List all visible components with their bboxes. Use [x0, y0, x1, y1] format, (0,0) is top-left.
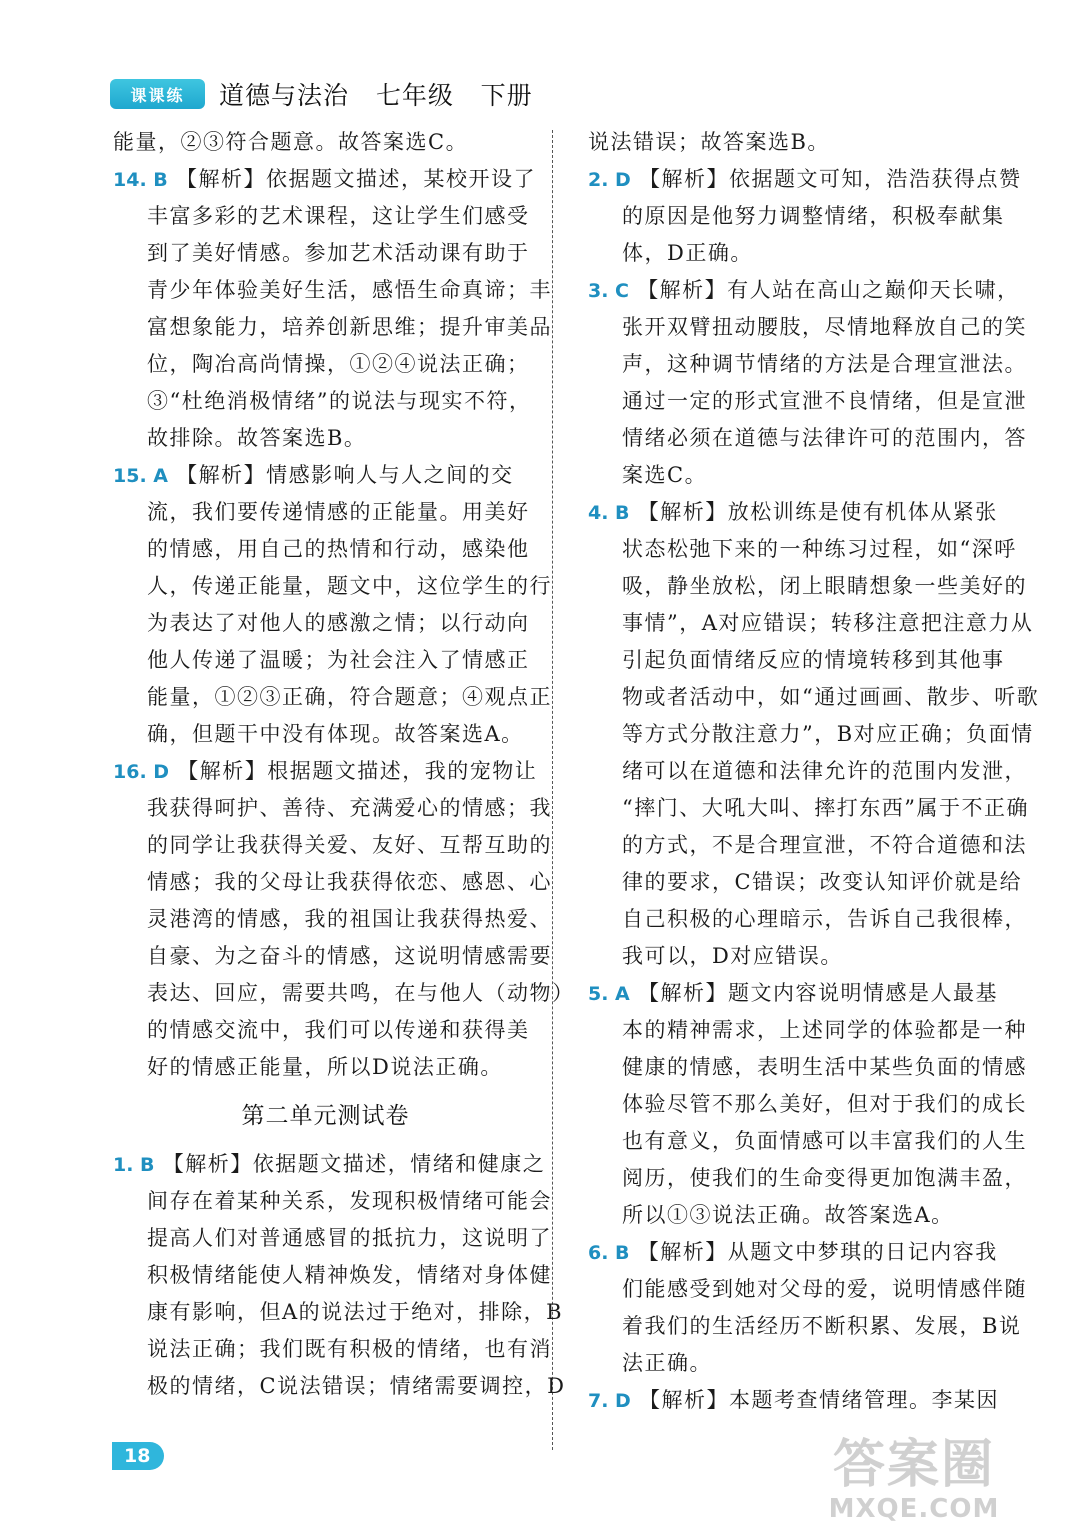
answer-text: 的情感，用自己的热情和行动，感染他	[147, 537, 530, 561]
answer-line	[588, 938, 980, 975]
answer-text: 们能感受到她对父母的爱，说明情感伴随	[622, 1277, 1027, 1301]
answer-text: 积极情绪能使人精神焕发，情绪对身体健	[147, 1263, 552, 1287]
answer-text: 所以①③说法正确。故答案选A。	[622, 1203, 954, 1227]
answer-line	[113, 1049, 538, 1086]
answer-text: 说法错误；故答案选B。	[588, 130, 830, 154]
answer-line	[588, 383, 1027, 420]
left-column	[113, 124, 575, 1405]
answer-text: “摔门、大吼大叫、摔打东西”属于不正确	[622, 796, 1029, 820]
answer-item	[113, 161, 552, 457]
answer-line	[113, 938, 552, 975]
answer-line	[588, 494, 998, 531]
answer-item	[113, 457, 552, 753]
answer-item	[588, 1234, 1027, 1382]
answer-line	[588, 198, 1005, 235]
answer-text: 绪可以在道德和法律允许的范围内发泄，	[622, 759, 1027, 783]
page-header	[110, 72, 533, 116]
answer-item	[588, 124, 980, 161]
series-badge: 课课练	[110, 79, 205, 109]
answer-number: 1. B	[113, 1154, 155, 1176]
answer-text: ③“杜绝消极情绪”的说法与现实不符，	[147, 389, 532, 413]
answer-text: 他人传递了温暖；为社会注入了情感正	[147, 648, 530, 672]
answer-line	[113, 1183, 552, 1220]
answer-text: 【解析】情感影响人与人之间的交	[176, 463, 514, 487]
answer-text: 【解析】依据题文描述，情绪和健康之	[162, 1152, 546, 1176]
answer-line	[113, 901, 552, 938]
answer-item	[588, 272, 1027, 494]
answer-text: 我可以，D对应错误。	[622, 944, 843, 968]
answer-number: 4. B	[588, 502, 630, 524]
answer-line	[588, 1308, 1022, 1345]
answer-text: 为表达了对他人的感激之情；以行动向	[147, 611, 530, 635]
answer-line	[113, 457, 538, 494]
answer-line	[588, 1012, 1027, 1049]
answer-number: 16. D	[113, 761, 170, 783]
book-title: 道德与法治 七年级 下册	[219, 81, 533, 110]
answer-text: 情绪必须在道德与法律许可的范围内，答	[622, 426, 1027, 450]
answer-text: 间存在着某种关系，发现积极情绪可能会	[147, 1189, 552, 1213]
answer-line	[113, 1294, 564, 1331]
answer-text: 法正确。	[622, 1351, 712, 1375]
answer-text: 也有意义，负面情感可以丰富我们的人生	[622, 1129, 1027, 1153]
answer-line	[113, 568, 552, 605]
answer-text: 故排除。故答案选B。	[147, 426, 367, 450]
answer-item	[113, 1146, 566, 1405]
answer-line	[588, 827, 1027, 864]
answer-line	[588, 1086, 1027, 1123]
answer-line	[113, 975, 575, 1012]
answer-text: 健康的情感，表明生活中某些负面的情感	[622, 1055, 1027, 1079]
answer-line	[588, 272, 1020, 309]
answer-text: 的原因是他努力调整情绪，积极奉献集	[622, 204, 1005, 228]
answer-line	[588, 864, 1023, 901]
answer-text: 状态松弛下来的一种练习过程，如“深呼	[622, 537, 1017, 561]
answer-number: 7. D	[588, 1390, 631, 1412]
answer-text: 通过一定的形式宣泄不良情绪，但是宣泄	[622, 389, 1027, 413]
answer-line	[113, 346, 538, 383]
answer-line	[588, 679, 1040, 716]
answer-line	[588, 1345, 980, 1382]
answer-text: 流，我们要传递情感的正能量。用美好	[147, 500, 530, 524]
answer-text: 表达、回应，需要共鸣，在与他人（动物）	[147, 981, 575, 1005]
answer-line	[113, 1012, 538, 1049]
answer-line	[113, 198, 538, 235]
answer-text: 富想象能力，培养创新思维；提升审美品	[147, 315, 552, 339]
answer-text: 体，D正确。	[622, 241, 753, 265]
answer-text: 【解析】题文内容说明情感是人最基	[637, 981, 998, 1005]
answer-line	[588, 1382, 1000, 1419]
answer-text: 提高人们对普通感冒的抵抗力，这说明了	[147, 1226, 552, 1250]
answer-line	[588, 1049, 1027, 1086]
answer-line	[113, 161, 538, 198]
answer-line	[588, 642, 1005, 679]
answer-line	[113, 642, 538, 679]
watermark-logo	[814, 1436, 1014, 1536]
answer-line	[113, 605, 538, 642]
answer-line	[588, 161, 1022, 198]
answer-line	[113, 716, 538, 753]
answer-line	[113, 1331, 552, 1368]
answer-line	[588, 309, 1027, 346]
answer-line	[113, 272, 552, 309]
answer-line	[113, 124, 538, 161]
answer-line	[588, 1271, 1027, 1308]
answer-number: 5. A	[588, 983, 630, 1005]
answer-line	[113, 753, 538, 790]
answer-line	[113, 1146, 546, 1183]
answer-text: 【解析】放松训练是使有机体从紧张	[637, 500, 998, 524]
answer-text: 的方式，不是合理宣泄，不符合道德和法	[622, 833, 1027, 857]
answer-line	[113, 1368, 566, 1405]
answer-line	[113, 309, 552, 346]
answer-line	[113, 679, 552, 716]
answer-line	[113, 1257, 552, 1294]
answer-text: 自豪、为之奋斗的情感，这说明情感需要	[147, 944, 552, 968]
answer-line	[588, 235, 980, 272]
answer-item	[588, 975, 1027, 1234]
answer-text: 张开双臂扭动腰肢，尽情地释放自己的笑	[622, 315, 1027, 339]
answer-line	[588, 124, 980, 161]
answer-line	[588, 790, 1029, 827]
answer-line	[588, 420, 1027, 457]
answer-text: 位，陶冶高尚情操，①②④说法正确；	[147, 352, 530, 376]
answer-line	[588, 605, 1034, 642]
answer-text: 物或者活动中，如“通过画画、散步、听歌	[622, 685, 1040, 709]
answer-line	[113, 420, 538, 457]
answer-item	[113, 753, 575, 1086]
answer-line	[588, 716, 1034, 753]
answer-text: 的情感交流中，我们可以传递和获得美	[147, 1018, 530, 1042]
answer-item	[113, 124, 538, 161]
answer-number: 14. B	[113, 169, 168, 191]
answer-number: 15. A	[113, 465, 168, 487]
answer-text: 能量，②③符合题意。故答案选C。	[113, 130, 469, 154]
answer-line	[113, 531, 538, 568]
answer-text: 确，但题干中没有体现。故答案选A。	[147, 722, 524, 746]
answer-text: 【解析】根据题文描述，我的宠物让	[177, 759, 538, 783]
answer-line	[113, 383, 538, 420]
answer-text: 吸，静坐放松，闭上眼睛想象一些美好的	[622, 574, 1027, 598]
answer-text: 人，传递正能量，题文中，这位学生的行	[147, 574, 552, 598]
answer-line	[113, 827, 552, 864]
section-title: 第二单元测试卷	[241, 1103, 410, 1129]
answer-line	[113, 1220, 552, 1257]
right-column	[588, 124, 1040, 1419]
answer-text: 灵港湾的情感，我的祖国让我获得热爱、	[147, 907, 552, 931]
answer-number: 2. D	[588, 169, 631, 191]
answer-text: 着我们的生活经历不断积累、发展，B说	[622, 1314, 1022, 1338]
answer-line	[113, 864, 552, 901]
answer-number: 3. C	[588, 280, 629, 302]
answer-line	[113, 494, 538, 531]
answer-text: 到了美好情感。参加艺术活动课有助于	[147, 241, 530, 265]
answer-line	[588, 1123, 1027, 1160]
answer-text: 事情”，A对应错误；转移注意把注意力从	[622, 611, 1034, 635]
page-number: 18	[112, 1442, 164, 1470]
answer-item	[588, 161, 1022, 272]
answer-line	[588, 753, 1027, 790]
answer-text: 声，这种调节情绪的方法是合理宣泄法。	[622, 352, 1027, 376]
answer-line	[588, 1234, 998, 1271]
answer-text: 本的精神需求，上述同学的体验都是一种	[622, 1018, 1027, 1042]
watermark-chars: 答案圈	[832, 1435, 995, 1495]
answer-text: 的同学让我获得关爱、友好、互帮互助的	[147, 833, 552, 857]
answer-line	[588, 457, 980, 494]
answer-text: 【解析】依据题文描述，某校开设了	[175, 167, 536, 191]
answer-text: 自己积极的心理暗示，告诉自己我很棒，	[622, 907, 1027, 931]
answer-text: 我获得呵护、善待、充满爱心的情感；我	[147, 796, 552, 820]
answer-text: 极的情绪，C说法错误；情绪需要调控，D	[147, 1374, 566, 1398]
answer-number: 6. B	[588, 1242, 630, 1264]
answer-text: 【解析】本题考查情绪管理。李某因	[639, 1388, 1000, 1412]
answer-text: 康有影响，但A的说法过于绝对，排除，B	[147, 1300, 564, 1324]
answer-item	[588, 1382, 1000, 1419]
answer-line	[588, 568, 1027, 605]
answer-text: 阅历，使我们的生命变得更加饱满丰盈，	[622, 1166, 1027, 1190]
answer-line	[113, 235, 538, 272]
answer-line	[113, 790, 552, 827]
answer-text: 好的情感正能量，所以D说法正确。	[147, 1055, 503, 1079]
answer-text: 律的要求，C错误；改变认知评价就是给	[622, 870, 1023, 894]
answer-text: 丰富多彩的艺术课程，这让学生们感受	[147, 204, 530, 228]
answer-text: 体验尽管不那么美好，但对于我们的成长	[622, 1092, 1027, 1116]
answer-line	[588, 975, 998, 1012]
answer-line	[588, 531, 1017, 568]
answer-text: 等方式分散注意力”，B对应正确；负面情	[622, 722, 1034, 746]
answer-line	[588, 1160, 1027, 1197]
answer-line	[588, 1197, 980, 1234]
answer-text: 案选C。	[622, 463, 708, 487]
answer-line	[588, 901, 1027, 938]
answer-text: 青少年体验美好生活，感悟生命真谛；丰	[147, 278, 552, 302]
answer-line	[588, 346, 1027, 383]
answer-item	[588, 494, 1040, 975]
answer-text: 能量，①②③正确，符合题意；④观点正	[147, 685, 552, 709]
answer-text: 【解析】有人站在高山之巅仰天长啸，	[637, 278, 1020, 302]
answer-text: 引起负面情绪反应的情境转移到其他事	[622, 648, 1005, 672]
answer-text: 【解析】从题文中梦琪的日记内容我	[637, 1240, 998, 1264]
answer-text: 【解析】依据题文可知，浩浩获得点赞	[639, 167, 1022, 191]
answer-text: 说法正确；我们既有积极的情绪，也有消	[147, 1337, 552, 1361]
column-divider	[552, 130, 553, 1450]
answer-text: 情感；我的父母让我获得依恋、感恩、心	[147, 870, 552, 894]
watermark-domain: MXQE.COM	[828, 1494, 1000, 1524]
